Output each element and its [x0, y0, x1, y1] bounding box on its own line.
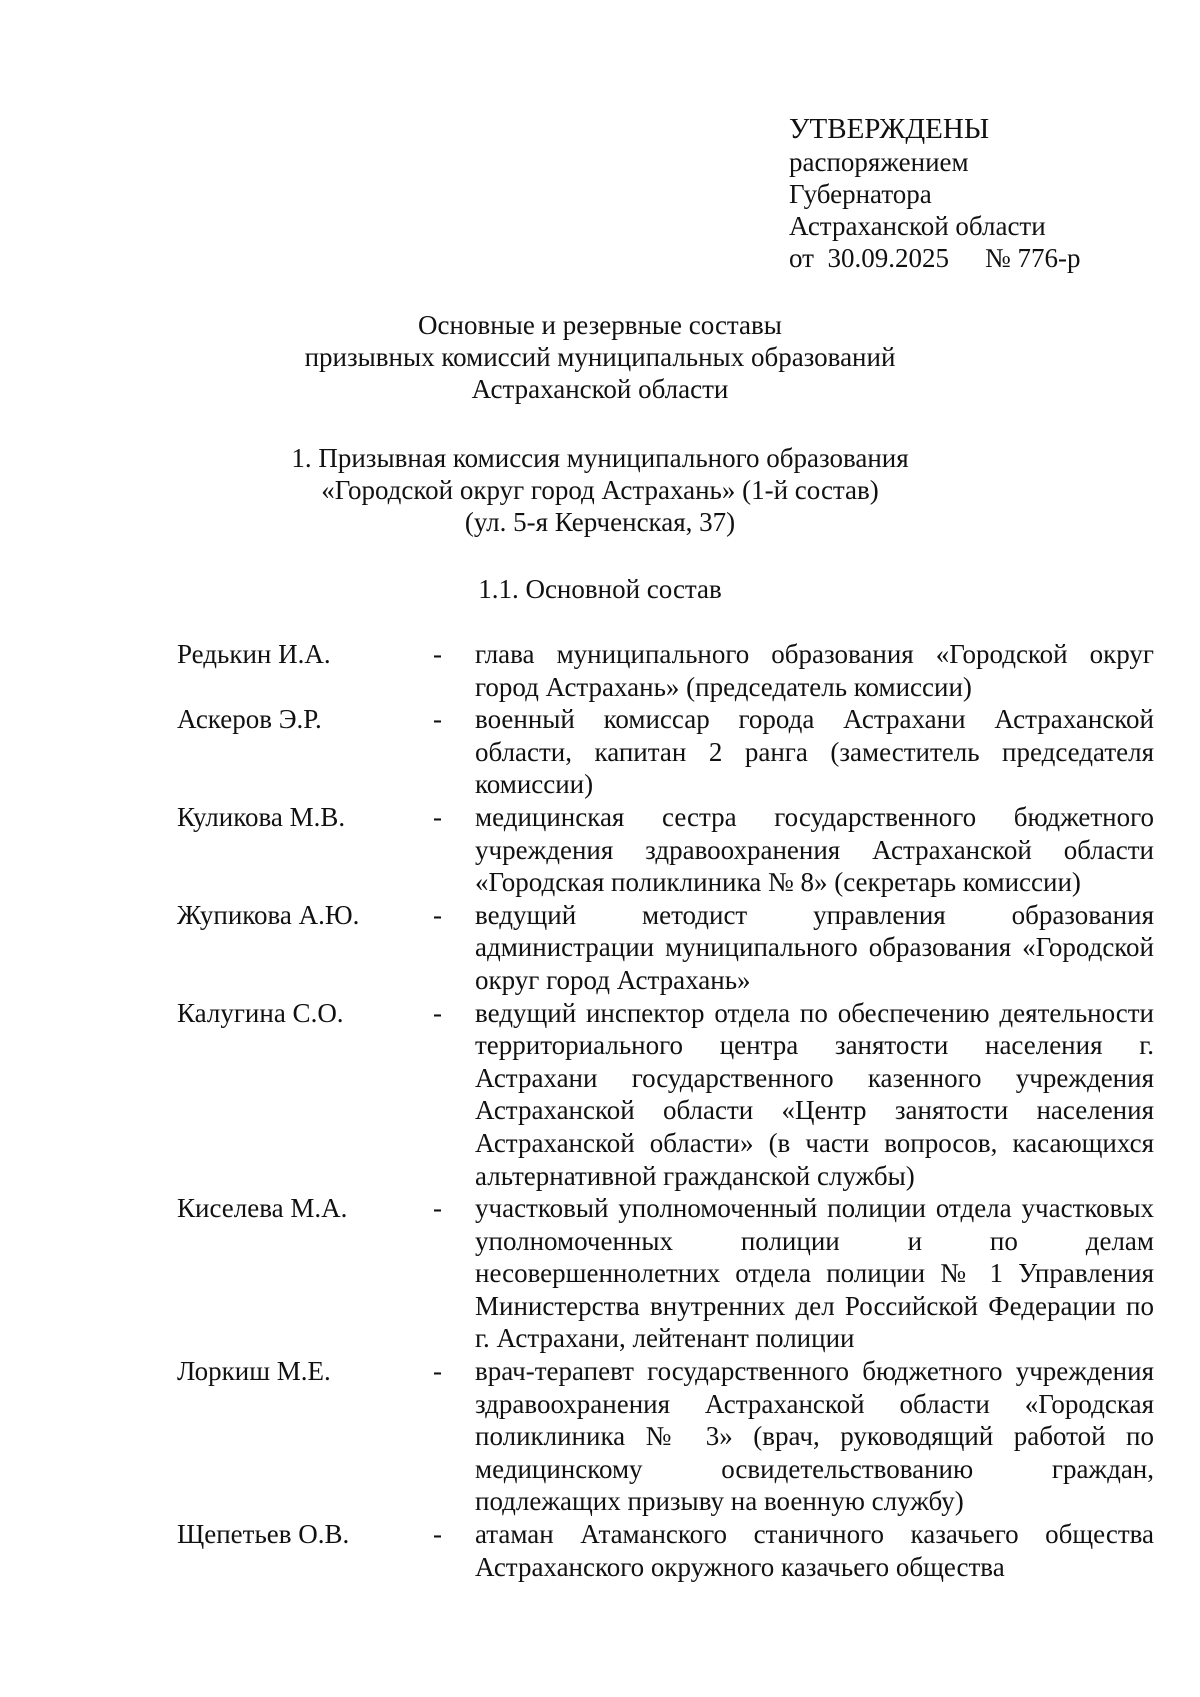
member-name: Калугина С.О.: [177, 997, 344, 1028]
member-row: [177, 997, 1154, 1193]
member-row: [177, 899, 1154, 997]
member-row: [177, 1192, 1154, 1355]
member-row: [177, 1518, 1154, 1583]
member-dash: -: [433, 1193, 442, 1224]
member-dash: -: [433, 997, 442, 1028]
title-line-1: Основные и резервные составы: [418, 310, 782, 340]
member-name: Аскеров Э.Р.: [177, 704, 322, 735]
title-line-3: Астраханской области: [471, 374, 729, 404]
member-name: Жупикова А.Ю.: [177, 899, 360, 930]
approval-line-2: Губернатора: [789, 179, 932, 209]
member-dash: -: [433, 801, 442, 832]
subsection-heading: 1.1. Основной состав: [478, 574, 722, 604]
approval-line-1: распоряжением: [789, 147, 969, 177]
title-line-2: призывных комиссий муниципальных образований: [304, 342, 896, 372]
approval-line-3: Астраханской области: [789, 211, 1046, 241]
member-row: [177, 638, 1154, 703]
member-dash: -: [433, 639, 442, 669]
member-dash: -: [433, 704, 442, 735]
member-row: [177, 801, 1154, 899]
member-role: военный комиссар города Астрахани Астраханской области, капитан 2 ранга (заместитель председателя комиссии): [475, 704, 1154, 800]
member-dash: -: [433, 1519, 442, 1550]
section-line-1: 1. Призывная комиссия муниципального образования: [291, 443, 909, 473]
member-role: глава муниципального образования «Городской округ город Астрахань» (председатель комиссии): [475, 639, 1154, 702]
approval-date: 30.09.2025: [827, 243, 949, 273]
document-title: [0, 309, 1200, 405]
approval-block: [789, 112, 1080, 274]
member-role: участковый уполномоченный полиции отдела участковых уполномоченных полиции и по делам несовершеннолетних отдела полиции № 1 Управления Министерства внутренних дел Российской Федерации по г. Астрахани, лейтенант полиции: [475, 1193, 1154, 1354]
section-line-3: (ул. 5-я Керченская, 37): [464, 507, 736, 537]
approval-heading: УТВЕРЖДЕНЫ: [789, 113, 990, 145]
member-role: атаман Атаманского станичного казачьего общества Астраханского окружного казачьего общества: [475, 1519, 1154, 1582]
member-row: [177, 1355, 1154, 1518]
member-role: ведущий методист управления образования администрации муниципального образования «Городской округ город Астрахань»: [475, 899, 1154, 995]
member-name: Щепетьев О.В.: [177, 1519, 350, 1550]
date-prefix: от: [789, 243, 814, 273]
member-dash: -: [433, 899, 442, 930]
members-list: [177, 638, 1154, 1583]
member-role: врач-терапевт государственного бюджетного учреждения здравоохранения Астраханской области «Городская поликлиника № 3» (врач, руководящий работой по медицинскому освидетельствованию граждан, подлежащих призыву на военную службу): [475, 1356, 1154, 1517]
approval-date-line: [789, 242, 1080, 274]
section-line-2: «Городской округ город Астрахань» (1-й состав): [321, 475, 879, 505]
member-role: медицинская сестра государственного бюджетного учреждения здравоохранения Астраханской области «Городская поликлиника № 8» (секретарь комиссии): [475, 801, 1154, 898]
member-name: Редькин И.А.: [177, 639, 331, 669]
section-heading: [0, 442, 1200, 538]
approval-number: № 776-р: [984, 243, 1081, 273]
member-row: [177, 703, 1154, 801]
member-name: Киселева М.А.: [177, 1193, 348, 1224]
member-dash: -: [433, 1356, 442, 1387]
member-role: ведущий инспектор отдела по обеспечению деятельности территориального центра занятости населения г. Астрахани государственного казенного учреждения Астраханской области «Центр занятости населения Астраханской области» (в части вопросов, касающихся альтернативной гражданской службы): [475, 997, 1154, 1191]
member-name: Лоркиш М.Е.: [177, 1356, 331, 1387]
member-name: Куликова М.В.: [177, 801, 346, 832]
